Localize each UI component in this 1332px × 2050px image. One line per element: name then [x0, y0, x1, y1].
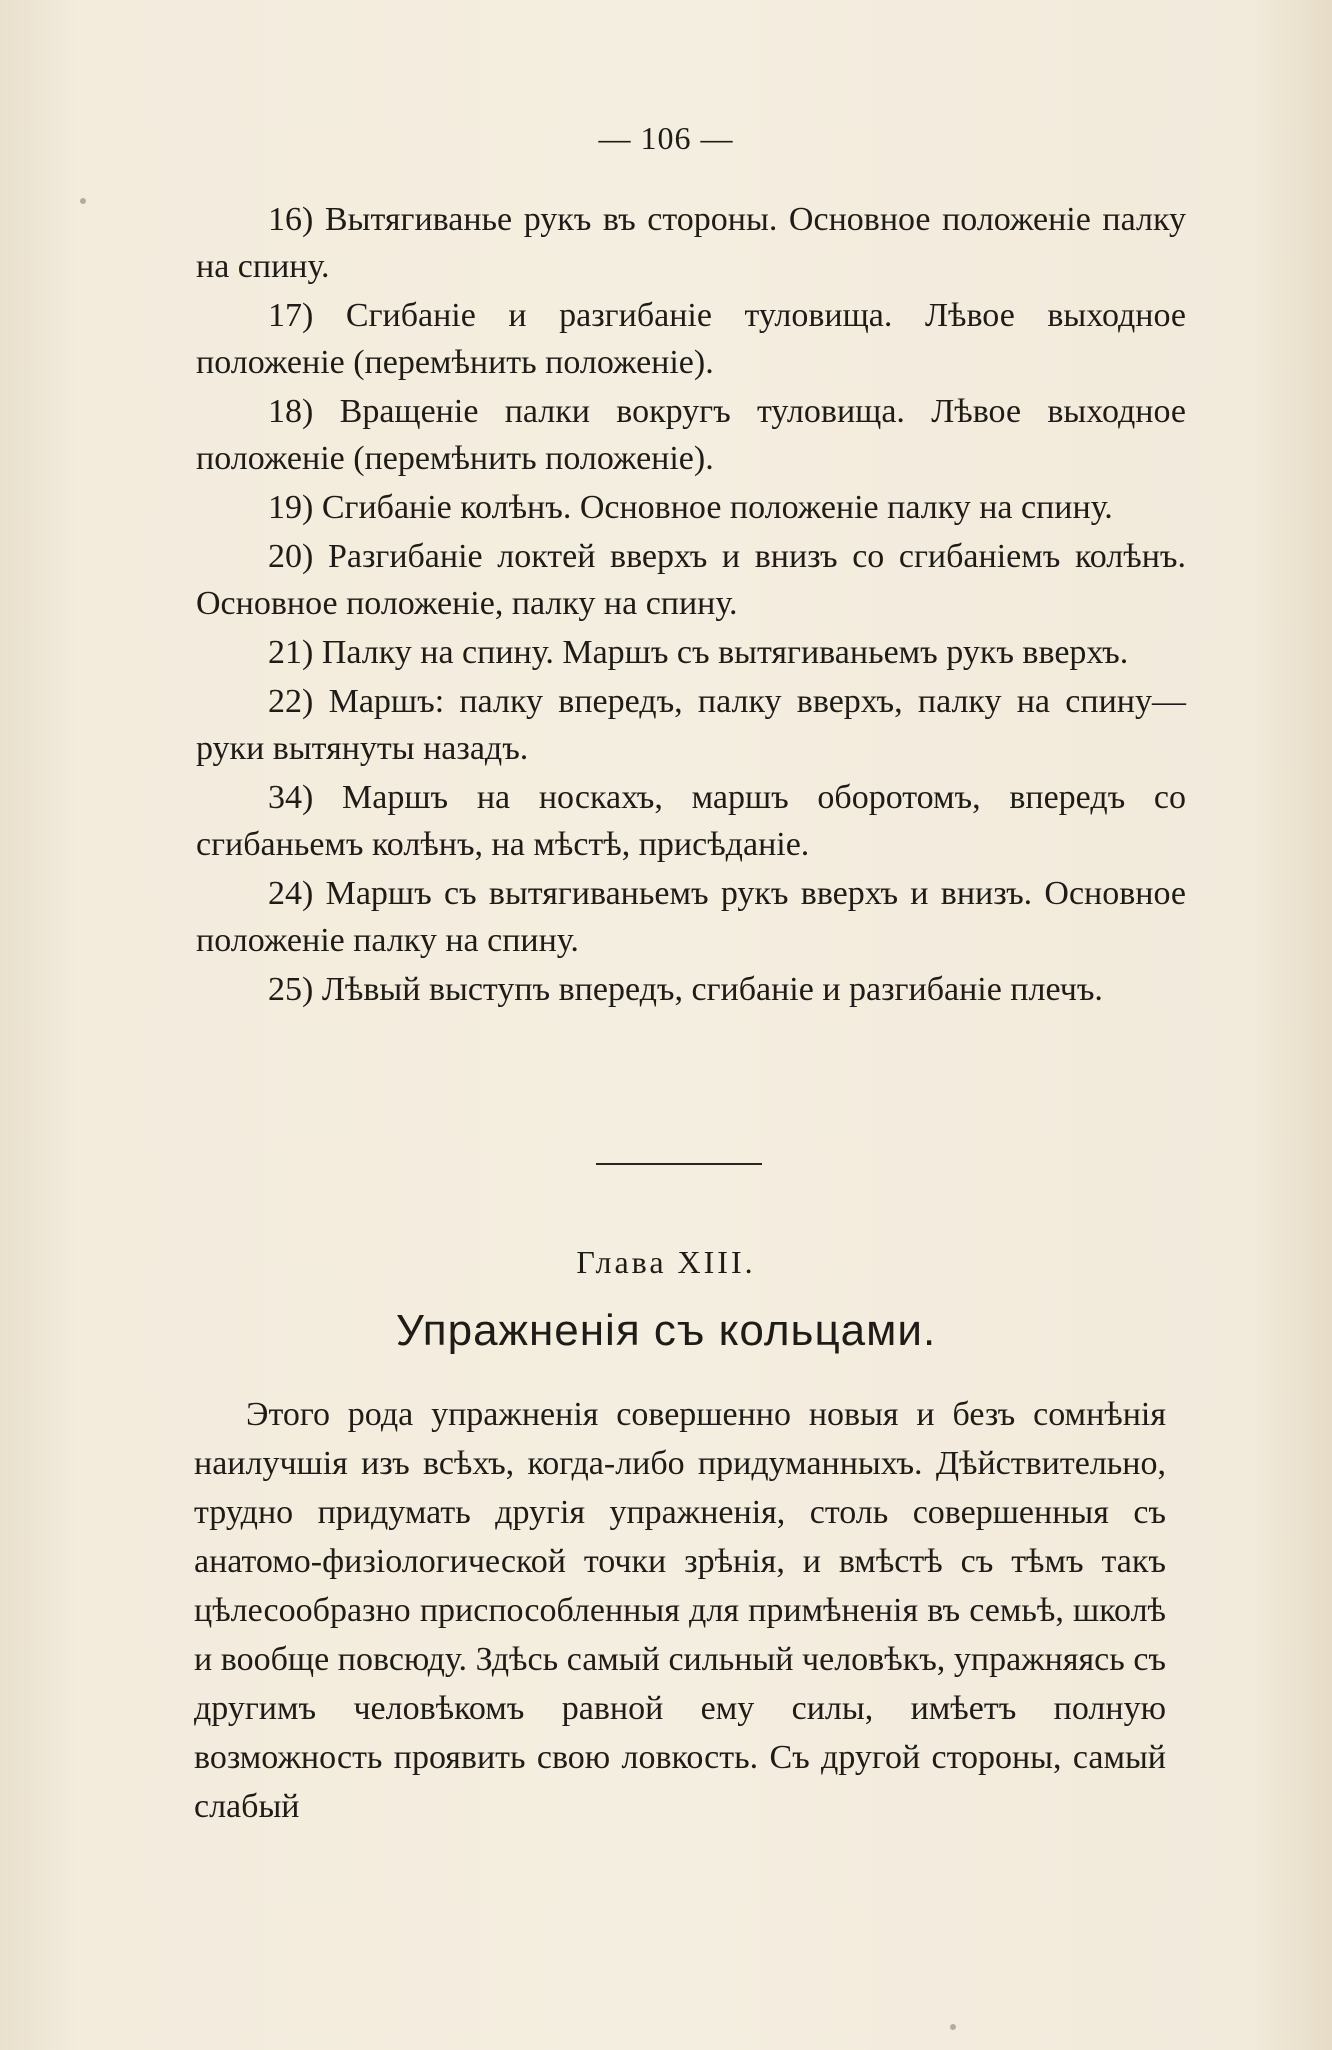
exercise-number: 19): [268, 489, 314, 526]
exercise-number: 22): [268, 683, 314, 720]
body-paragraph: Этого рода упражненія совершенно новыя и безъ сомнѣнія наилучшія изъ всѣхъ, когда-либо придуманныхъ. Дѣйствительно, трудно придумать другія упражненія, столь совершенныя съ анатомо-физіологической точки зрѣнія, и вмѣстѣ съ тѣмъ такъ цѣлесообразно приспособленныя для примѣненія въ семьѣ, школѣ и вообще повсюду. Здѣсь самый сильный человѣкъ, упражняясь съ другимъ человѣкомъ равной ему силы, имѣетъ полную возможность проявить свою ловкость. Съ другой стороны, самый слабый: [194, 1396, 1166, 1825]
exercise-text: Вытягиванье рукъ въ стороны. Основное положеніе палку на спину.: [196, 201, 1186, 285]
exercise-number: 18): [268, 393, 314, 430]
exercise-item: [196, 196, 1186, 290]
section-divider: [596, 1163, 762, 1165]
exercise-number: 16): [268, 201, 314, 238]
exercise-number: 21): [268, 634, 314, 671]
paper-speck: [950, 2024, 956, 2030]
page-number: — 106 —: [598, 120, 734, 156]
exercise-item: [196, 292, 1186, 386]
exercise-item: [196, 484, 1186, 531]
exercise-number: 34): [268, 779, 314, 816]
paper-speck: [80, 198, 86, 204]
exercise-text: Вращеніе палки вокругъ туловища. Лѣвое выходное положеніе (перемѣнить положеніе).: [196, 393, 1186, 477]
exercise-item: [196, 870, 1186, 964]
exercise-text: Разгибаніе локтей вверхъ и внизъ со сгибаніемъ колѣнъ. Основное положеніе, палку на спину.: [196, 538, 1186, 622]
chapter-title: Упражненія съ кольцами.: [395, 1306, 937, 1355]
exercise-item: [196, 388, 1186, 482]
exercise-text: Палку на спину. Маршъ съ вытягиваньемъ рукъ вверхъ.: [321, 634, 1129, 671]
chapter-label: Глава XIII.: [576, 1244, 756, 1280]
exercise-number: 17): [268, 297, 314, 334]
exercise-text: Сгибаніе колѣнъ. Основное положеніе палку на спину.: [321, 489, 1113, 526]
exercise-item: [196, 629, 1186, 676]
exercise-item: [196, 774, 1186, 868]
exercise-text: Маршъ на носкахъ, маршъ оборотомъ, впередъ со сгибаньемъ колѣнъ, на мѣстѣ, присѣданіе.: [196, 779, 1187, 863]
exercise-list: [196, 196, 1186, 1015]
exercise-item: [196, 678, 1186, 772]
exercise-number: 24): [268, 875, 314, 912]
exercise-number: 20): [268, 538, 314, 575]
exercise-text: Маршъ: палку впередъ, палку вверхъ, палку на спину—руки вытянуты назадъ.: [196, 683, 1186, 767]
exercise-item: [196, 533, 1186, 627]
exercise-text: Лѣвый выступъ впередъ, сгибаніе и разгибаніе плечъ.: [321, 971, 1103, 1008]
exercise-number: 25): [268, 971, 314, 1008]
exercise-text: Сгибаніе и разгибаніе туловища. Лѣвое выходное положеніе (перемѣнить положеніе).: [196, 297, 1186, 381]
exercise-text: Маршъ съ вытягиваньемъ рукъ вверхъ и внизъ. Основное положеніе палку на спину.: [196, 875, 1187, 959]
exercise-item: [196, 966, 1186, 1013]
